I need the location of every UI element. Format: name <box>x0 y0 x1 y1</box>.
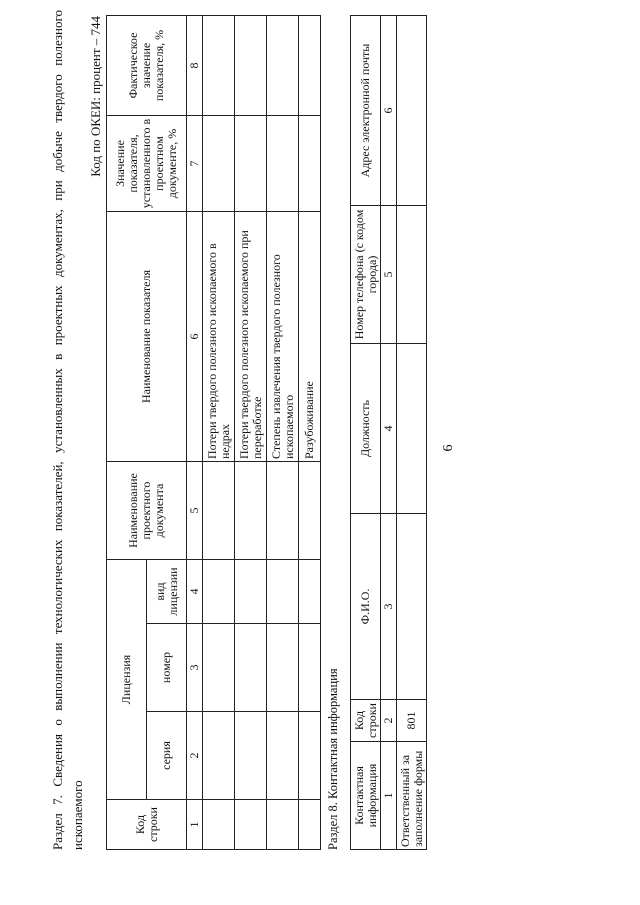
header-indicator: Наименование показателя <box>107 212 187 462</box>
responsible-label: Ответственный за заполнение формы <box>397 742 427 850</box>
indicator-cell: Потери твердого полезного ископаемого при переработке <box>235 212 267 462</box>
row-code: 801 <box>397 700 427 742</box>
input-cell[interactable] <box>203 16 235 116</box>
header-actual: Фактическое значение показателя, % <box>107 16 187 116</box>
phone-field[interactable] <box>397 206 427 344</box>
col-number: 8 <box>187 16 203 116</box>
header-row-code: Код строки <box>351 700 381 742</box>
indicator-cell: Степень извлечения твердого полезного ископаемого <box>267 212 299 462</box>
input-cell[interactable] <box>267 116 299 212</box>
full-name-field[interactable] <box>397 514 427 700</box>
header-phone: Номер телефона (с кодом города) <box>351 206 381 344</box>
column-numbers-row <box>381 16 397 850</box>
indicator-cell: Потери твердого полезного ископаемого в недрах <box>203 212 235 462</box>
header-code: Код строки <box>107 800 187 850</box>
table-row <box>235 16 267 850</box>
col-number: 6 <box>187 212 203 462</box>
header-doc-name: Наименование проектного документа <box>107 462 187 560</box>
header-position: Должность <box>351 344 381 514</box>
header-number: номер <box>147 624 187 712</box>
col-number: 2 <box>381 700 397 742</box>
input-cell[interactable] <box>299 116 321 212</box>
page-number: 6 <box>441 444 456 452</box>
section8-table <box>350 15 427 850</box>
col-number: 6 <box>381 16 397 206</box>
table-row <box>267 16 299 850</box>
input-cell[interactable] <box>235 16 267 116</box>
email-field[interactable] <box>397 16 427 206</box>
col-number: 3 <box>187 624 203 712</box>
col-number: 3 <box>381 514 397 700</box>
header-series: серия <box>147 712 187 800</box>
header-email: Адрес электронной почты <box>351 16 381 206</box>
col-number: 1 <box>381 742 397 850</box>
section7-title: Раздел 7. Сведения о выполнении технологических показателей, установленных в проектных документах, при добыче твердого полезного ископаемого <box>50 10 85 850</box>
input-cell[interactable] <box>267 16 299 116</box>
input-cell[interactable] <box>299 16 321 116</box>
input-cell[interactable] <box>235 116 267 212</box>
col-number: 5 <box>187 462 203 560</box>
col-number: 2 <box>187 712 203 800</box>
col-number: 5 <box>381 206 397 344</box>
header-license: Лицензия <box>107 560 147 800</box>
col-number: 4 <box>381 344 397 514</box>
table-row <box>397 16 427 850</box>
input-cell[interactable] <box>203 116 235 212</box>
col-number: 4 <box>187 560 203 624</box>
position-field[interactable] <box>397 344 427 514</box>
table-row <box>203 16 235 850</box>
column-numbers-row <box>187 16 203 850</box>
header-full-name: Ф.И.О. <box>351 514 381 700</box>
section7-table <box>106 15 321 850</box>
header-type: вид лицензии <box>147 560 187 624</box>
header-established: Значение показателя, установленного в проектном документе, % <box>107 116 187 212</box>
table-row <box>299 16 321 850</box>
col-number: 7 <box>187 116 203 212</box>
okei-code: Код по ОКЕИ: процент – 744 <box>88 16 103 177</box>
section8-title: Раздел 8. Контактная информация <box>326 668 340 850</box>
indicator-cell: Разубоживание <box>299 212 321 462</box>
header-contact-info: Контактная информация <box>351 742 381 850</box>
col-number: 1 <box>187 800 203 850</box>
